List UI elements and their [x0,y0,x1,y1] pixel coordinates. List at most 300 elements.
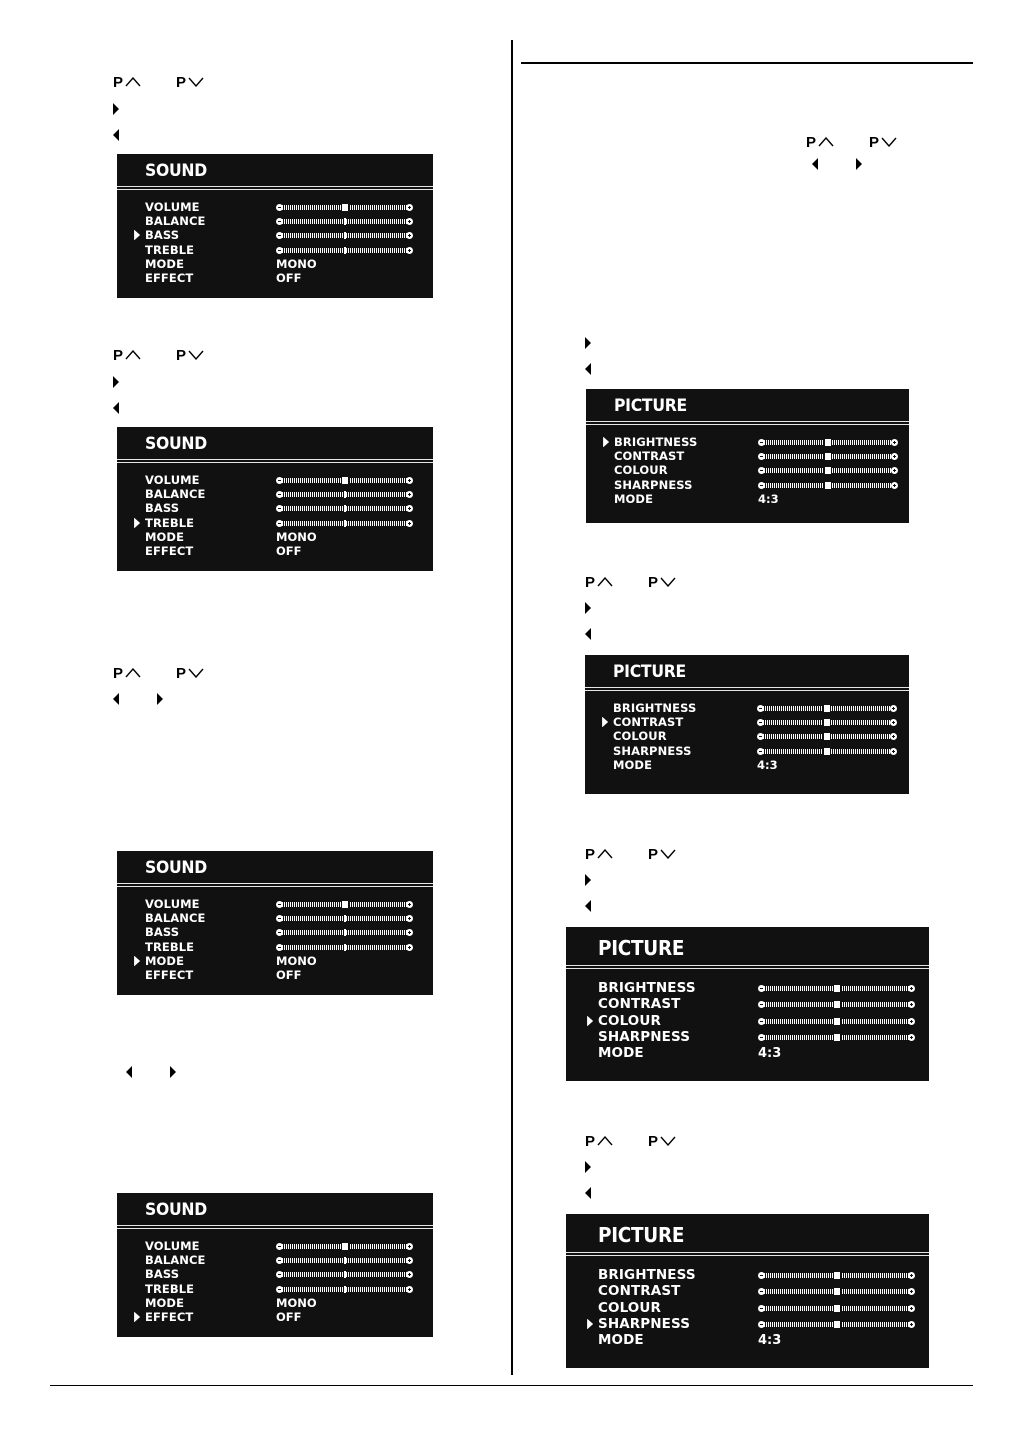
key-row-p-up-down [585,573,676,591]
menu-label-contrast: CONTRAST [598,996,681,1013]
minus-icon [758,1321,765,1328]
picture-menu-contrast [585,655,909,794]
menu-label-effect: EFFECT [145,271,194,286]
level-slider-balance[interactable] [276,218,413,225]
menu-label-mode: MODE [145,529,185,544]
selection-cursor-icon [587,1016,593,1026]
menu-row-sharpness[interactable] [598,1316,909,1332]
picture-menu-colour [566,927,929,1081]
plus-icon [406,1286,413,1293]
right-arrow-icon [856,158,862,170]
p-up-key: P [806,135,834,150]
slider-center-mark [344,232,346,239]
menu-row-brightness[interactable] [614,435,889,449]
plus-icon [406,218,413,225]
menu-label-effect: EFFECT [145,544,194,559]
menu-label-volume: VOLUME [145,1239,200,1254]
title-separator [117,189,433,190]
menu-row-volume[interactable] [145,200,413,214]
menu-row-mode[interactable] [145,954,413,968]
menu-row-sharpness[interactable] [598,1029,909,1045]
plus-icon [891,439,898,446]
menu-value-effect: OFF [276,544,302,559]
selection-cursor-icon [603,437,609,447]
menu-row-volume[interactable] [145,897,413,911]
menu-value-effect: OFF [276,1310,302,1325]
menu-row-contrast[interactable] [598,996,909,1012]
level-slider-balance[interactable] [276,915,413,922]
left-arrow-icon [113,693,119,705]
plus-icon [908,985,915,992]
key-row-right [113,100,119,118]
menu-label-brightness: BRIGHTNESS [613,701,697,716]
left-arrow-icon [126,1066,132,1078]
menu-row-bass[interactable] [145,1267,413,1281]
minus-icon [757,748,764,755]
plus-icon [908,1305,915,1312]
menu-row-colour[interactable] [598,1300,909,1316]
menu-label-brightness: BRIGHTNESS [614,435,698,450]
plus-icon [908,1034,915,1041]
menu-value-mode: 4:3 [758,1332,782,1348]
minus-icon [758,1272,765,1279]
key-row-left-right [113,690,163,708]
slider-center-mark [344,915,346,922]
slider-thumb[interactable] [341,476,349,485]
level-slider-treble[interactable] [276,520,413,527]
menu-row-treble[interactable] [145,940,413,954]
key-row-left [585,897,591,915]
sound-menu-effect [117,1193,433,1337]
slider-thumb[interactable] [833,1271,841,1280]
plus-icon [406,944,413,951]
menu-value-mode: 4:3 [758,491,779,506]
menu-row-brightness[interactable] [613,701,889,715]
picture-menu-items [598,1267,909,1348]
chevron-down-icon [188,350,204,360]
level-slider-sharpness[interactable] [758,1034,915,1041]
slider-center-mark [344,944,346,951]
menu-row-mode[interactable] [145,530,413,544]
key-row-left [113,399,119,417]
level-slider-contrast[interactable] [758,453,898,460]
title-separator [117,186,433,187]
slider-center-mark [344,520,346,527]
picture-menu-title: PICTURE [598,1223,685,1247]
menu-row-brightness[interactable] [598,980,909,996]
menu-label-sharpness: SHARPNESS [613,743,692,758]
level-slider-sharpness[interactable] [758,1321,915,1328]
title-separator [585,690,909,691]
menu-row-treble[interactable] [145,1282,413,1296]
key-row-right [113,373,119,391]
menu-row-volume[interactable] [145,473,413,487]
menu-label-sharpness: SHARPNESS [614,477,693,492]
slider-thumb[interactable] [833,1304,841,1313]
picture-menu-items [598,980,909,1061]
level-slider-colour[interactable] [758,1018,915,1025]
plus-icon [890,705,897,712]
level-slider-contrast[interactable] [757,719,897,726]
plus-icon [908,1018,915,1025]
menu-row-balance[interactable] [145,487,413,501]
picture-menu-brightness [586,389,909,523]
plus-icon [406,915,413,922]
level-slider-volume[interactable] [276,477,413,484]
minus-icon [276,1286,283,1293]
footer-rule [50,1385,973,1386]
plus-icon [406,520,413,527]
minus-icon [757,705,764,712]
key-row-right [585,871,591,889]
menu-row-mode[interactable] [613,758,889,772]
menu-row-mode[interactable] [598,1332,909,1348]
left-arrow-icon [812,158,818,170]
level-slider-colour[interactable] [758,1305,915,1312]
menu-row-effect[interactable] [145,1310,413,1324]
minus-icon [758,439,765,446]
selection-cursor-icon [134,956,140,966]
menu-row-mode[interactable] [598,1045,909,1061]
level-slider-contrast[interactable] [758,1288,915,1295]
minus-icon [276,520,283,527]
p-down-key: P [869,135,897,150]
selection-cursor-icon [134,230,140,240]
key-row-right [585,1158,591,1176]
plus-icon [890,719,897,726]
menu-row-bass[interactable] [145,228,413,242]
level-slider-colour[interactable] [757,733,897,740]
menu-label-treble: TREBLE [145,939,195,954]
title-separator [585,687,909,688]
plus-icon [406,491,413,498]
p-up-key: P [585,575,613,590]
level-slider-treble[interactable] [276,1286,413,1293]
menu-label-colour: COLOUR [598,1299,661,1316]
right-arrow-icon [585,602,591,614]
level-slider-balance[interactable] [276,1257,413,1264]
menu-row-volume[interactable] [145,1239,413,1253]
right-header-rule [521,62,973,64]
slider-center-mark [344,1286,346,1293]
level-slider-treble[interactable] [276,247,413,254]
right-arrow-icon [585,1161,591,1173]
menu-label-mode: MODE [145,1295,185,1310]
right-arrow-icon [113,103,119,115]
p-down-key: P [648,575,676,590]
level-slider-volume[interactable] [276,1243,413,1250]
minus-icon [758,1305,765,1312]
key-row-p-up-down [585,1132,676,1150]
menu-value-mode: 4:3 [757,757,778,772]
plus-icon [891,453,898,460]
title-separator [117,883,433,884]
menu-label-balance: BALANCE [145,1253,206,1268]
menu-label-volume: VOLUME [145,200,200,215]
key-row-left-right [126,1063,176,1081]
menu-value-mode: MONO [276,256,317,271]
chevron-down-icon [881,137,897,147]
plus-icon [406,929,413,936]
level-slider-balance[interactable] [276,491,413,498]
slider-thumb[interactable] [823,732,831,741]
menu-label-mode: MODE [614,491,654,506]
plus-icon [406,1271,413,1278]
menu-value-mode: 4:3 [758,1045,782,1061]
level-slider-bass[interactable] [276,1271,413,1278]
slider-thumb[interactable] [833,1000,841,1009]
menu-label-contrast: CONTRAST [614,449,685,464]
level-slider-bass[interactable] [276,505,413,512]
right-arrow-icon [585,874,591,886]
key-row-right [585,334,591,352]
menu-row-treble[interactable] [145,243,413,257]
menu-row-contrast[interactable] [614,449,889,463]
plus-icon [406,477,413,484]
chevron-up-icon [597,577,613,587]
menu-label-mode: MODE [145,953,185,968]
plus-icon [908,1321,915,1328]
picture-menu-items [614,435,889,506]
menu-row-effect[interactable] [145,968,413,982]
plus-icon [406,505,413,512]
menu-label-mode: MODE [145,256,185,271]
picture-menu-title: PICTURE [613,662,686,682]
title-separator [117,1228,433,1229]
menu-row-balance[interactable] [145,1253,413,1267]
slider-center-mark [344,505,346,512]
menu-row-bass[interactable] [145,925,413,939]
chevron-down-icon [660,577,676,587]
sound-menu-treble [117,427,433,571]
key-row-p-up-down [113,73,204,91]
menu-row-colour[interactable] [613,729,889,743]
menu-row-treble[interactable] [145,516,413,530]
left-arrow-icon [585,628,591,640]
level-slider-bass[interactable] [276,232,413,239]
key-row-left-right [812,155,862,173]
level-slider-brightness[interactable] [758,439,898,446]
menu-label-mode: MODE [613,757,653,772]
left-arrow-icon [113,402,119,414]
selection-cursor-icon [134,1312,140,1322]
menu-row-mode[interactable] [145,257,413,271]
level-slider-sharpness[interactable] [757,748,897,755]
left-arrow-icon [585,1187,591,1199]
menu-row-colour[interactable] [598,1013,909,1029]
chevron-up-icon [125,350,141,360]
key-row-right [585,599,591,617]
selection-cursor-icon [134,518,140,528]
sound-menu-mode [117,851,433,995]
level-slider-colour[interactable] [758,467,898,474]
title-separator [566,965,929,966]
sound-menu-items [145,1239,413,1324]
chevron-down-icon [188,668,204,678]
p-down-key: P [648,1134,676,1149]
minus-icon [276,247,283,254]
plus-icon [908,1001,915,1008]
plus-icon [406,247,413,254]
title-separator [586,421,909,422]
menu-row-mode[interactable] [145,1296,413,1310]
menu-value-mode: MONO [276,953,317,968]
level-slider-contrast[interactable] [758,1001,915,1008]
title-separator [117,459,433,460]
chevron-up-icon [597,1136,613,1146]
level-slider-brightness[interactable] [757,705,897,712]
menu-label-colour: COLOUR [598,1012,661,1029]
chevron-up-icon [125,668,141,678]
menu-label-treble: TREBLE [145,242,195,257]
key-row-left [585,625,591,643]
menu-row-effect[interactable] [145,271,413,285]
chevron-down-icon [660,1136,676,1146]
slider-thumb[interactable] [824,466,832,475]
selection-cursor-icon [587,1319,593,1329]
level-slider-bass[interactable] [276,929,413,936]
minus-icon [758,1018,765,1025]
minus-icon [276,944,283,951]
slider-thumb[interactable] [341,900,349,909]
p-down-key: P [176,666,204,681]
key-row-left [585,360,591,378]
menu-label-effect: EFFECT [145,1310,194,1325]
sound-menu-bass [117,154,433,298]
menu-label-volume: VOLUME [145,473,200,488]
slider-thumb[interactable] [824,481,832,490]
title-separator [566,1252,929,1253]
slider-thumb[interactable] [824,438,832,447]
slider-thumb[interactable] [823,704,831,713]
level-slider-volume[interactable] [276,204,413,211]
plus-icon [908,1288,915,1295]
slider-center-mark [344,491,346,498]
menu-row-contrast[interactable] [598,1283,909,1299]
menu-label-treble: TREBLE [145,1281,195,1296]
slider-center-mark [344,247,346,254]
chevron-up-icon [818,137,834,147]
plus-icon [890,748,897,755]
sound-menu-items [145,897,413,982]
title-separator [566,968,929,969]
menu-label-treble: TREBLE [145,515,195,530]
p-up-key: P [113,666,141,681]
picture-menu-sharpness [566,1214,929,1368]
slider-thumb[interactable] [823,718,831,727]
menu-value-effect: OFF [276,271,302,286]
chevron-down-icon [660,849,676,859]
menu-label-contrast: CONTRAST [598,1283,681,1300]
slider-thumb[interactable] [833,1287,841,1296]
plus-icon [406,232,413,239]
slider-center-mark [344,1257,346,1264]
key-row-left [585,1184,591,1202]
menu-row-effect[interactable] [145,544,413,558]
minus-icon [758,482,765,489]
slider-thumb[interactable] [341,203,349,212]
sound-menu-title: SOUND [145,1200,207,1220]
right-arrow-icon [113,376,119,388]
slider-thumb[interactable] [341,1242,349,1251]
menu-label-bass: BASS [145,228,180,243]
level-slider-sharpness[interactable] [758,482,898,489]
menu-label-mode: MODE [598,1332,644,1349]
left-arrow-icon [113,129,119,141]
menu-row-bass[interactable] [145,501,413,515]
level-slider-brightness[interactable] [758,1272,915,1279]
slider-center-mark [344,929,346,936]
left-arrow-icon [585,900,591,912]
left-arrow-icon [585,363,591,375]
p-down-key: P [648,847,676,862]
level-slider-volume[interactable] [276,901,413,908]
slider-thumb[interactable] [833,1320,841,1329]
key-row-p-up-down [113,346,204,364]
menu-row-balance[interactable] [145,911,413,925]
menu-label-volume: VOLUME [145,897,200,912]
menu-label-mode: MODE [598,1045,644,1062]
plus-icon [406,1257,413,1264]
plus-icon [908,1272,915,1279]
menu-label-balance: BALANCE [145,487,206,502]
p-up-key: P [585,847,613,862]
menu-row-sharpness[interactable] [614,478,889,492]
menu-row-sharpness[interactable] [613,744,889,758]
menu-label-balance: BALANCE [145,214,206,229]
slider-thumb[interactable] [833,984,841,993]
sound-menu-items [145,473,413,558]
menu-value-mode: MONO [276,1295,317,1310]
minus-icon [276,901,283,908]
menu-label-brightness: BRIGHTNESS [598,980,696,997]
chevron-up-icon [597,849,613,859]
menu-row-contrast[interactable] [613,715,889,729]
level-slider-treble[interactable] [276,944,413,951]
level-slider-brightness[interactable] [758,985,915,992]
minus-icon [276,477,283,484]
menu-row-mode[interactable] [614,492,889,506]
title-separator [117,1225,433,1226]
slider-thumb[interactable] [833,1017,841,1026]
menu-row-balance[interactable] [145,214,413,228]
chevron-down-icon [188,77,204,87]
key-row-left [113,126,119,144]
menu-label-bass: BASS [145,1267,180,1282]
p-down-key: P [176,75,204,90]
slider-thumb[interactable] [824,452,832,461]
plus-icon [406,204,413,211]
slider-thumb[interactable] [833,1033,841,1042]
slider-thumb[interactable] [823,747,831,756]
plus-icon [406,901,413,908]
menu-row-colour[interactable] [614,463,889,477]
title-separator [586,424,909,425]
right-arrow-icon [585,337,591,349]
selection-cursor-icon [602,717,608,727]
menu-label-contrast: CONTRAST [613,715,684,730]
p-up-key: P [113,75,141,90]
right-arrow-icon [170,1066,176,1078]
plus-icon [406,1243,413,1250]
minus-icon [758,1034,765,1041]
menu-label-sharpness: SHARPNESS [598,1029,691,1046]
menu-label-effect: EFFECT [145,968,194,983]
slider-center-mark [344,218,346,225]
title-separator [117,886,433,887]
menu-row-brightness[interactable] [598,1267,909,1283]
menu-label-bass: BASS [145,925,180,940]
